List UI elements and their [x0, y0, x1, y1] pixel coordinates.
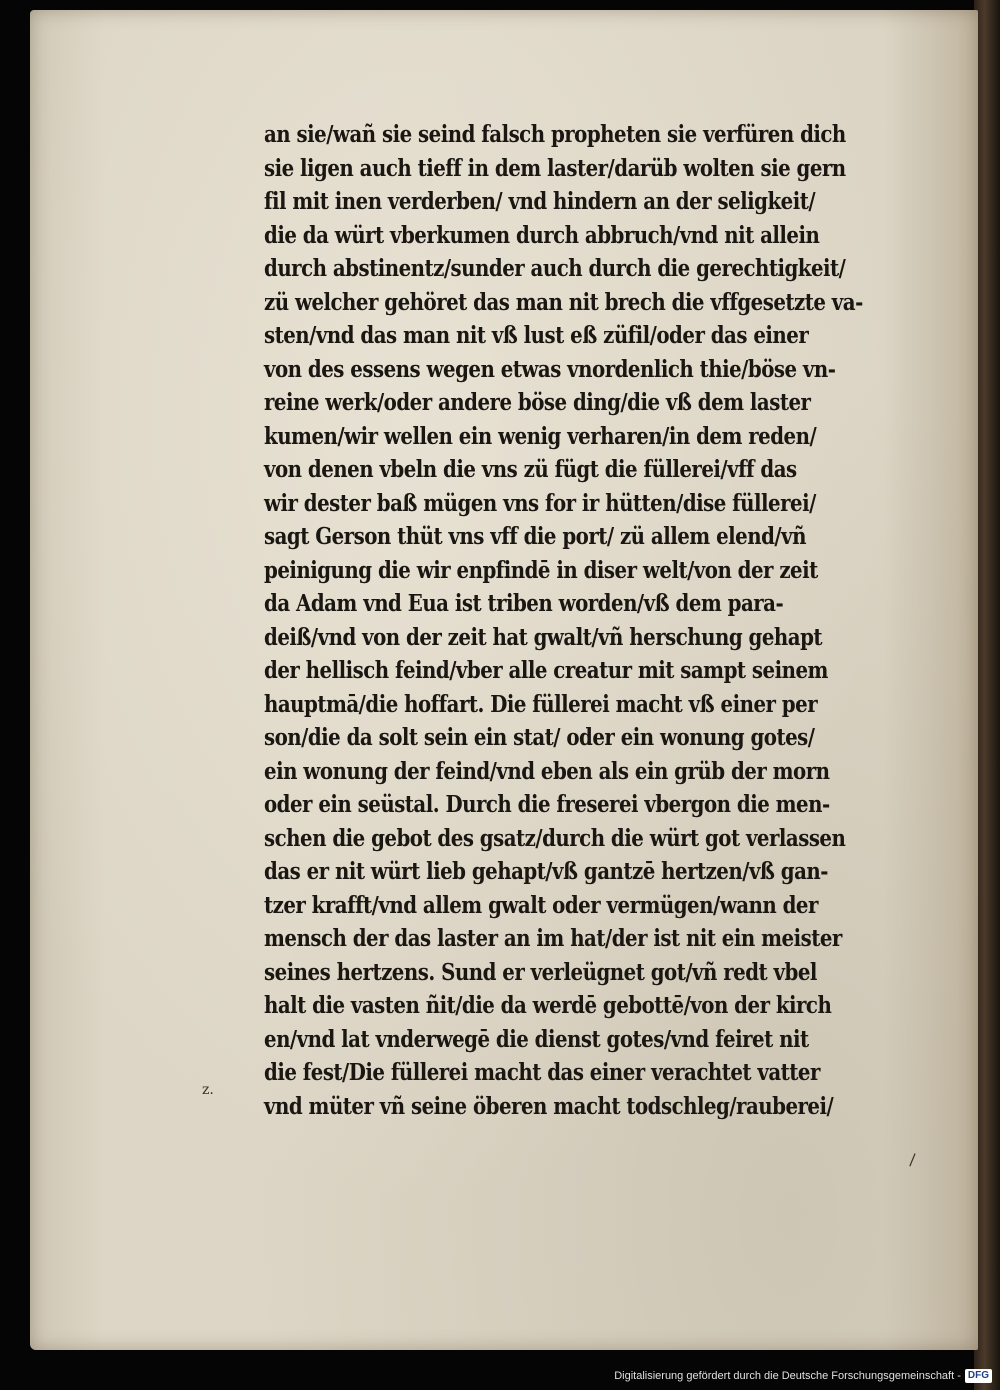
text-line: sten/vnd das man nit vß lust eß züfil/oder das einer [264, 322, 809, 349]
text-line: die da würt vberkumen durch abbruch/vnd nit allein [264, 221, 820, 249]
text-line: schen die gebot des gsatz/durch die würt got verlassen [264, 824, 846, 852]
text-line: en/vnd lat vnderwegē die dienst gotes/vnd feiret nit [264, 1025, 809, 1053]
text-line: da Adam vnd Eua ist triben worden/vß dem para- [264, 590, 784, 617]
text-line: durch abstinentz/sunder auch durch die gerechtigkeit/ [264, 255, 846, 282]
text-line: fil mit inen verderben/ vnd hindern an der seligkeit/ [264, 188, 816, 215]
text-line: der hellisch feind/vber alle creatur mit sampt seinem [264, 657, 828, 684]
text-line: wir dester baß mügen vns for ir hütten/dise füllerei/ [264, 489, 816, 517]
page-mark-right: \ [904, 1150, 921, 1169]
page-mark-left: z. [202, 1082, 214, 1098]
text-line: son/die da solt sein ein stat/ oder ein wonung gotes/ [264, 724, 815, 751]
text-line: mensch der das laster an im hat/der ist nit ein meister [264, 925, 842, 952]
text-line: von denen vbeln die vns zü fügt die füllerei/vff das [264, 456, 797, 483]
footer-credit-text: Digitalisierung gefördert durch die Deutsche Forschungsgemeinschaft - [614, 1370, 961, 1382]
text-line: zü welcher gehöret das man nit brech die vffgesetzte va- [264, 288, 863, 316]
text-line: an sie/wañ sie seind falsch propheten sie verfüren dich [264, 121, 846, 148]
text-line: das er nit würt lieb gehapt/vß gantzē hertzen/vß gan- [264, 858, 828, 885]
book-page [30, 10, 978, 1350]
footer-credit [614, 1365, 992, 1387]
text-line: seines hertzens. Sund er verleügnet got/vñ redt vbel [264, 958, 817, 986]
text-line: sie ligen auch tieff in dem laster/darüb wolten sie gern [264, 154, 846, 182]
dfg-logo: DFG [965, 1369, 992, 1383]
text-line: sagt Gerson thüt vns vff die port/ zü allem elend/vñ [264, 523, 806, 550]
text-line: peinigung die wir enpfindē in diser welt/von der zeit [264, 556, 818, 584]
text-line: halt die vasten ñit/die da werdē gebottē/von der kirch [264, 992, 832, 1019]
text-line: die fest/Die füllerei macht das einer verachtet vatter [264, 1059, 820, 1086]
text-line: ein wonung der feind/vnd eben als ein grüb der morn [264, 757, 830, 785]
text-line: tzer krafft/vnd allem gwalt oder vermügen/wann der [264, 891, 818, 919]
text-line: kumen/wir wellen ein wenig verharen/in dem reden/ [264, 422, 817, 450]
text-line: reine werk/oder andere böse ding/die vß dem laster [264, 389, 811, 416]
text-line: hauptmā/die hoffart. Die füllerei macht vß einer per [264, 690, 818, 718]
text-line: von des essens wegen etwas vnordenlich thie/böse vn- [264, 355, 836, 383]
text-line: vnd müter vñ seine öberen macht todschleg/rauberei/ [264, 1092, 834, 1120]
text-block [264, 118, 964, 1123]
text-line: oder ein seüstal. Durch die freserei vbergon die men- [264, 791, 830, 818]
text-line: deiß/vnd von der zeit hat gwalt/vñ herschung gehapt [264, 623, 823, 651]
